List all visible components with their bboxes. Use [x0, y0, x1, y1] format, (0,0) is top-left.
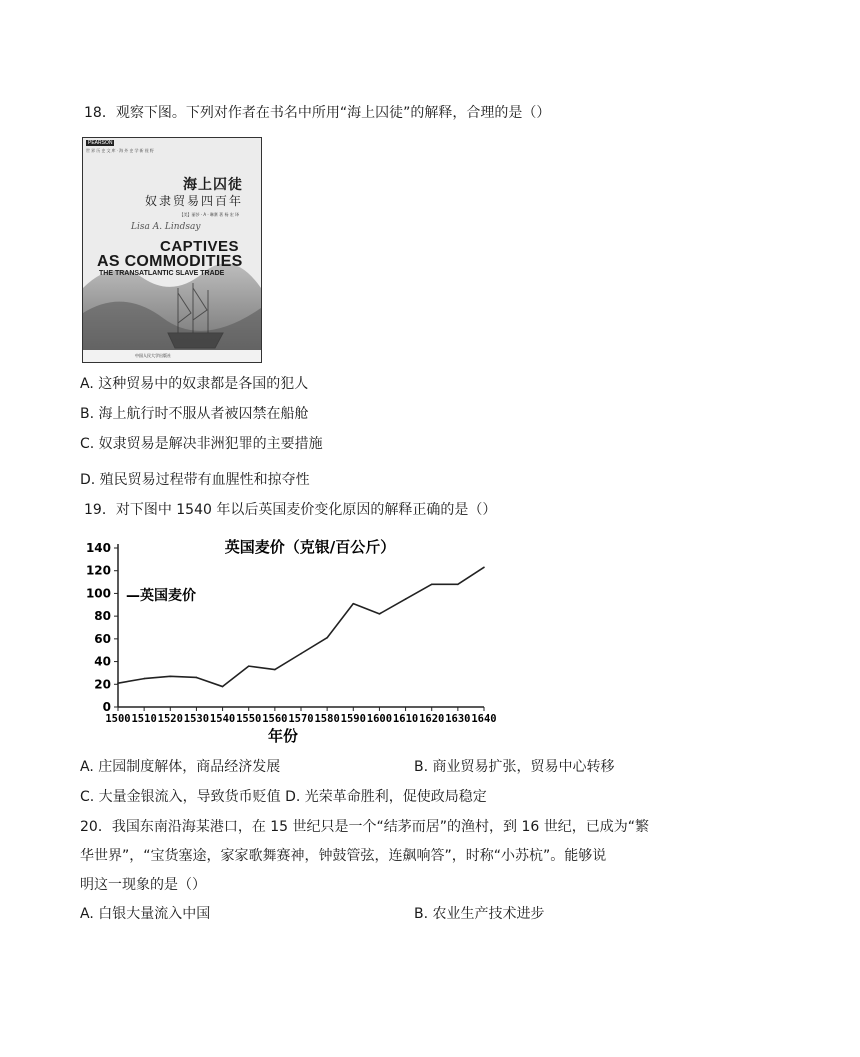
q18-option-b[interactable]: B. 海上航行时不服从者被囚禁在船舱	[80, 406, 309, 422]
q19-option-c-d[interactable]: C. 大量金银流入，导致货币贬值 D. 光荣革命胜利，促使政局稳定	[80, 789, 487, 805]
y-tick-label: 20	[94, 677, 111, 692]
y-tick-label: 80	[94, 609, 111, 624]
data-point	[169, 676, 171, 678]
q18-option-d[interactable]: D. 殖民贸易过程带有血腥性和掠夺性	[80, 472, 310, 488]
x-tick-label: 1560	[262, 713, 288, 725]
author-signature: Lisa A. Lindsay	[131, 222, 201, 232]
data-point	[300, 653, 302, 655]
q18-option-c[interactable]: C. 奴隶贸易是解决非洲犯罪的主要措施	[80, 436, 323, 452]
y-tick-label: 120	[85, 563, 111, 578]
data-point	[326, 637, 328, 639]
data-point	[143, 678, 145, 680]
x-tick-label: 1580	[314, 713, 340, 725]
q20-option-b[interactable]: B. 农业生产技术进步	[414, 906, 545, 922]
data-point	[248, 665, 250, 667]
data-point	[274, 669, 276, 671]
x-tick-label: 1630	[445, 713, 471, 725]
x-tick-label: 1500	[105, 713, 131, 725]
x-tick-label: 1600	[366, 713, 393, 725]
x-tick-label: 1530	[183, 713, 210, 725]
x-tick-label: 1590	[340, 713, 366, 725]
question-20-stem-line-3: 明这一现象的是（）	[80, 877, 206, 893]
x-tick-label: 1610	[392, 713, 419, 725]
data-point	[196, 677, 198, 679]
x-tick-label: 1570	[288, 713, 314, 725]
question-18-stem: 18．观察下图。下列对作者在书名中所用“海上囚徒”的解释，合理的是（）	[84, 105, 551, 121]
data-point	[431, 584, 433, 586]
x-tick-label: 1640	[471, 713, 497, 725]
data-point	[379, 613, 381, 615]
data-point	[222, 686, 224, 688]
x-tick-label: 1540	[209, 713, 236, 725]
q19-option-b[interactable]: B. 商业贸易扩张，贸易中心转移	[414, 759, 615, 775]
y-tick-label: 60	[94, 631, 111, 646]
data-point	[352, 603, 354, 605]
chart-title: 英国麦价（克银/百公斤）	[224, 538, 396, 556]
chart-x-axis-label: 年份	[267, 727, 299, 745]
book-press: 中国人民大学出版社	[135, 353, 171, 358]
series-line: 世 界 历 史 文 库 · 海 外 史 学 新 视 野	[86, 148, 154, 153]
book-title-en-2: AS COMMODITIES	[97, 253, 243, 270]
x-tick-label: 1510	[131, 713, 157, 725]
book-cover-image	[82, 137, 262, 363]
chart-axes	[118, 544, 484, 707]
book-title-en-3: THE TRANSATLANTIC SLAVE TRADE	[99, 270, 225, 277]
data-point	[457, 584, 459, 586]
chart-ticks	[86, 541, 497, 725]
y-tick-label: 0	[102, 700, 111, 714]
x-tick-label: 1550	[236, 713, 262, 725]
y-tick-label: 40	[94, 654, 111, 669]
series-line-wheat-price	[118, 567, 484, 686]
chart-series	[117, 567, 485, 688]
q18-option-a[interactable]: A. 这种贸易中的奴隶都是各国的犯人	[80, 376, 309, 392]
question-19-stem: 19．对下图中 1540 年以后英国麦价变化原因的解释正确的是（）	[84, 502, 497, 518]
y-tick-label: 140	[85, 541, 111, 555]
question-20-stem-line-2: 华世界”，“宝货塞途，家家歌舞赛神，钟鼓管弦，连飙响答”，时称“小苏杭”。能够说	[80, 848, 607, 864]
data-point	[117, 682, 119, 684]
book-subtitle-cn: 奴隶贸易四百年	[144, 194, 243, 208]
book-title-en-1: CAPTIVES	[159, 238, 239, 255]
question-20-stem-line-1: 20．我国东南沿海某港口，在 15 世纪只是一个“结茅而居”的渔村，到 16 世纪，已成为“繁	[80, 819, 650, 835]
wheat-price-chart	[80, 530, 500, 750]
q19-option-a[interactable]: A. 庄园制度解体，商品经济发展	[80, 759, 281, 775]
book-title-cn: 海上囚徒	[183, 177, 243, 193]
x-tick-label: 1620	[419, 713, 445, 725]
publisher-logo: PEARSON	[88, 140, 113, 146]
data-point	[483, 567, 485, 569]
book-author-cn: 【美】丽莎 · A · 琳赛 著 杨 宏 译	[179, 212, 239, 217]
chart-legend: —英国麦价	[126, 588, 196, 604]
q20-option-a[interactable]: A. 白银大量流入中国	[80, 906, 211, 922]
x-tick-label: 1520	[157, 713, 183, 725]
data-point	[405, 598, 407, 600]
y-tick-label: 100	[85, 586, 111, 601]
